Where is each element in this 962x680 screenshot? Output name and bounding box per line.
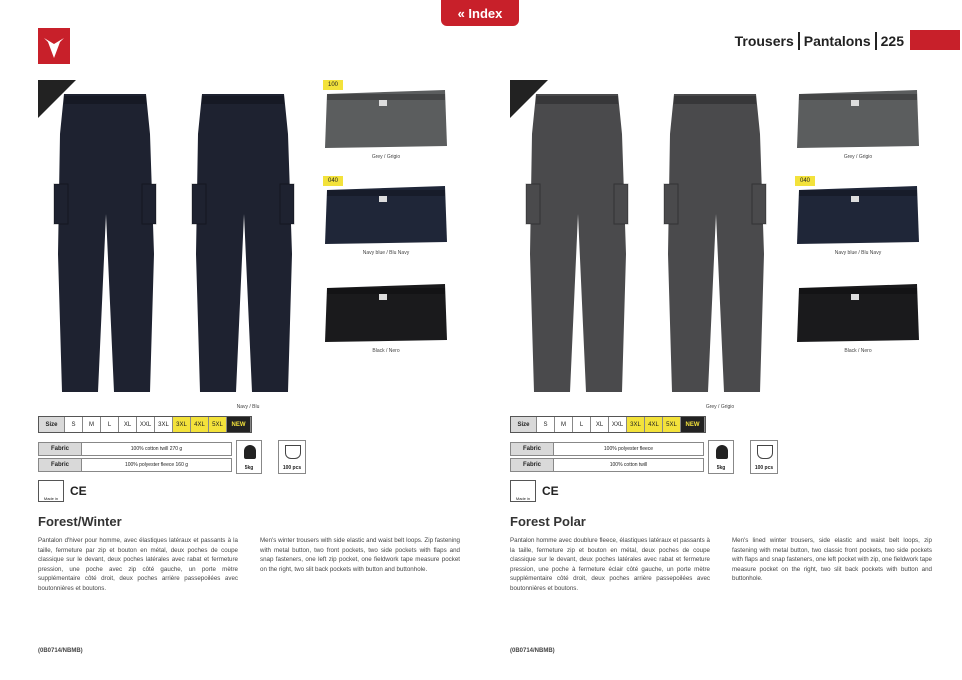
product-name: Forest/Winter	[38, 514, 122, 529]
size-cell: M	[555, 417, 573, 432]
size-cell: M	[83, 417, 101, 432]
size-label: Size	[511, 417, 537, 432]
trouser-back-image	[660, 94, 770, 394]
size-cell: 3XL	[155, 417, 173, 432]
hero-color-label: Navy / Blu	[236, 404, 260, 410]
product-forest-polar	[510, 80, 950, 670]
product-hero	[38, 80, 313, 400]
page-header	[735, 32, 904, 50]
trouser-back-image	[188, 94, 298, 394]
size-new-badge: NEW	[227, 417, 251, 432]
product-forest-winter	[38, 80, 478, 670]
certification	[510, 480, 590, 504]
fabric-value: 100% cotton twill 270 g	[82, 442, 232, 456]
weight-box	[708, 440, 734, 474]
fabric-key: Fabric	[38, 442, 82, 456]
colorway-caption: Grey / Grigio	[371, 154, 401, 160]
weight-icon	[244, 445, 256, 459]
label-icon: Made in	[510, 480, 536, 502]
header-separator	[798, 32, 800, 50]
care-value: 100 pcs	[754, 465, 774, 471]
product-name: Forest Polar	[510, 514, 586, 529]
care-value: 100 pcs	[282, 465, 302, 471]
size-cell-highlight: 3XL	[173, 417, 191, 432]
colorway-image	[795, 284, 921, 342]
index-button[interactable]: « Index	[441, 0, 519, 26]
fabric-row	[38, 442, 232, 456]
product-reference: (0B0714/NBMB)	[38, 648, 83, 654]
weight-box	[236, 440, 262, 474]
fabric-key: Fabric	[510, 458, 554, 472]
page-tab[interactable]	[910, 30, 960, 50]
fabric-value: 100% cotton twill	[554, 458, 704, 472]
description-fr: Pantalon homme avec doublure fleece, élastiques latéraux et passants à la taille, fermeture zip et bouton en métal, deux poches de coupe classique sur le devant, deux poches latérales avec rabat et fermeture pression, une poche à fermeture éclair côté gauche, un porte mètre supplémentaire côté droit, deux poches arrière passepoilées avec boutonnières et boutons.	[510, 537, 710, 592]
header-separator	[875, 32, 877, 50]
description-fr: Pantalon d'hiver pour homme, avec élastiques latéraux et passants à la taille, fermeture par zip et bouton en métal, deux poches de coupe classique sur le devant, deux poches latérales avec rabat et fermeture pression, une poche avec zip côté gauche, un porte mètre supplémentaire côté droit, deux poches arrière passepoilées avec boutonnières et boutons.	[38, 537, 238, 592]
size-cell: L	[101, 417, 119, 432]
trouser-front-image	[50, 94, 160, 394]
care-box	[750, 440, 778, 474]
colorway-caption: Black / Nero	[844, 348, 872, 354]
weight-icon	[716, 445, 728, 459]
certification	[38, 480, 118, 504]
hero-color-label: Grey / Grigio	[705, 404, 735, 410]
colorway-image	[795, 186, 921, 244]
size-cell-highlight: 4XL	[645, 417, 663, 432]
fabric-key: Fabric	[510, 442, 554, 456]
weight-value: 5kg	[716, 465, 726, 471]
size-cell-highlight: 5XL	[209, 417, 227, 432]
size-table	[510, 416, 706, 433]
care-box	[278, 440, 306, 474]
colorway-code: 100	[323, 80, 343, 90]
colorway-image	[323, 186, 449, 244]
size-new-badge: NEW	[681, 417, 705, 432]
colorway-image	[323, 284, 449, 342]
fabric-row	[510, 442, 704, 456]
product-hero	[510, 80, 785, 400]
colorway-image	[795, 90, 921, 148]
colorway-caption: Navy blue / Blu Navy	[362, 250, 410, 256]
size-table	[38, 416, 252, 433]
header-trousers: Trousers	[734, 33, 794, 49]
size-cell: XL	[119, 417, 137, 432]
size-cell: XXL	[137, 417, 155, 432]
size-cell-highlight: 5XL	[663, 417, 681, 432]
ce-mark: CE	[70, 484, 87, 498]
size-cell: S	[537, 417, 555, 432]
size-cell-highlight: 4XL	[191, 417, 209, 432]
size-cell: S	[65, 417, 83, 432]
trouser-front-image	[522, 94, 632, 394]
size-cell: XL	[591, 417, 609, 432]
size-cell-highlight: 3XL	[627, 417, 645, 432]
ce-mark: CE	[542, 484, 559, 498]
wash-icon	[757, 445, 773, 459]
fabric-key: Fabric	[38, 458, 82, 472]
colorway-caption: Black / Nero	[372, 348, 400, 354]
wash-icon	[285, 445, 301, 459]
description-en: Men's lined winter trousers, side elastic and waist belt loops, zip fastening with metal button, two classic front pockets, two side pockets with flaps and snap fasteners, one left pocket with zip, one fieldwork tape measure pocket on the right, two slit back pockets with button and buttonhole.	[732, 537, 932, 583]
colorway-caption: Navy blue / Blu Navy	[834, 250, 882, 256]
colorway-image	[323, 90, 449, 148]
colorway-code: 040	[323, 176, 343, 186]
size-cell: XXL	[609, 417, 627, 432]
size-cell: L	[573, 417, 591, 432]
page-number: 225	[880, 33, 904, 49]
header-pantalons: Pantalons	[803, 33, 871, 49]
colorway-code: 040	[795, 176, 815, 186]
product-reference: (0B0714/NBMB)	[510, 648, 555, 654]
brand-logo	[38, 28, 70, 64]
weight-value: 5kg	[244, 465, 254, 471]
size-label: Size	[39, 417, 65, 432]
fabric-value: 100% polyester fleece 160 g	[82, 458, 232, 472]
fabric-row	[510, 458, 704, 472]
description-en: Men's winter trousers with side elastic and waist belt loops. Zip fastening with metal button, two front pockets, two side pockets with flaps and snap fasteners, one left zip pocket, one fieldwork tape measure pocket on the right, two slit back pockets with button and buttonhole.	[260, 537, 460, 573]
fabric-row	[38, 458, 232, 472]
colorway-caption: Grey / Grigio	[843, 154, 873, 160]
label-icon: Made in	[38, 480, 64, 502]
fabric-value: 100% polyester fleece	[554, 442, 704, 456]
